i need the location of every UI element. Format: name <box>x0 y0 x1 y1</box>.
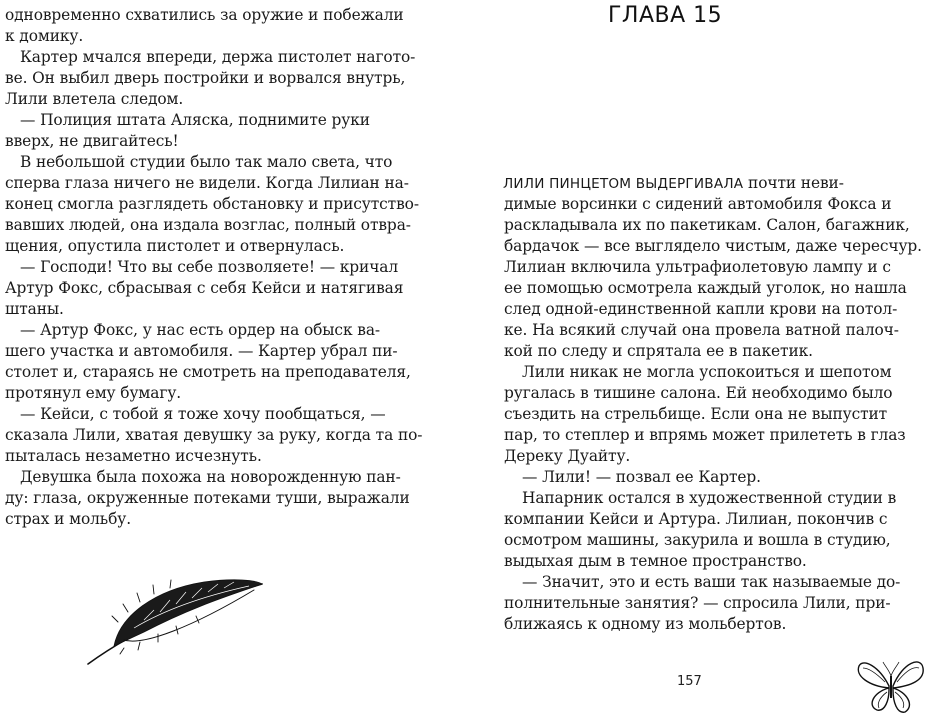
left-text-line: шего участка и автомобиля. — Картер убрал пи- <box>5 342 398 360</box>
page-number: 157 <box>677 674 702 689</box>
left-text-line: столет и, стараясь не смотреть на преподавателя, <box>5 363 411 381</box>
left-text-line: ду: глаза, окруженные потеками туши, выражали <box>5 489 410 507</box>
left-text-line: — Полиция штата Аляска, поднимите руки <box>20 111 370 129</box>
left-text-line: Артур Фокс, сбрасывая с себя Кейси и натягивая <box>5 279 404 297</box>
right-text-line: раскладывала их по пакетикам. Салон, багажник, <box>504 216 910 234</box>
left-text-line: — Кейси, с тобой я тоже хочу пообщаться, — <box>20 405 386 423</box>
right-text-line: компании Кейси и Артура. Лилиан, покончив с <box>504 510 888 528</box>
right-text-line: ближаясь к одному из мольбертов. <box>504 615 787 633</box>
right-text-line: съездить на стрельбище. Если она не выпустит <box>504 405 888 423</box>
right-page <box>464 0 929 718</box>
left-text-line: — Артур Фокс, у нас есть ордер на обыск ва- <box>20 321 381 339</box>
left-text-line: вверх, не двигайтесь! <box>5 132 179 150</box>
chapter-lead-caps: ЛИЛИ ПИНЦЕТОМ ВЫДЕРГИВАЛА <box>503 176 744 192</box>
left-text-line: ве. Он выбил дверь постройки и ворвался внутрь, <box>5 69 406 87</box>
left-text-line: — Господи! Что вы себе позволяете! — кричал <box>20 258 399 276</box>
left-text-line: протянул ему бумагу. <box>5 384 182 402</box>
right-text-line: — Лили! — позвал ее Картер. <box>522 468 761 486</box>
right-text-line: Дереку Дуайту. <box>504 447 631 465</box>
right-text-line: след одной-единственной капли крови на потол- <box>504 300 898 318</box>
left-text-line: Картер мчался впереди, держа пистолет нагото- <box>20 48 416 66</box>
left-text-line: сказала Лили, хватая девушку за руку, когда та по- <box>5 426 423 444</box>
left-text-line: В небольшой студии было так мало света, что <box>20 153 393 171</box>
chapter-first-line <box>503 173 844 195</box>
chapter-title: ГЛАВА 15 <box>608 3 723 28</box>
butterfly-illustration <box>855 656 925 716</box>
right-text-line: ее помощью осмотрела каждый уголок, но нашла <box>504 279 907 297</box>
chapter-first-line-rest: почти неви- <box>743 174 844 192</box>
right-text-line: осмотром машины, закурила и вошла в студию, <box>504 531 891 549</box>
feather-illustration <box>84 576 266 668</box>
right-text-line: димые ворсинки с сидений автомобиля Фокса и <box>504 195 892 213</box>
left-text-line: пыталась незаметно исчезнуть. <box>5 447 262 465</box>
left-text-line: к домику. <box>5 27 84 45</box>
right-text-line: полнительные занятия? — спросила Лили, при- <box>504 594 891 612</box>
left-text-line: одновременно схватились за оружие и побежали <box>5 6 404 24</box>
right-text-line: пар, то степлер и впрямь может прилететь в глаз <box>504 426 906 444</box>
left-text-line: сперва глаза ничего не видели. Когда Лилиан на- <box>5 174 409 192</box>
right-text-line: Лили никак не могла успокоиться и шепотом <box>522 363 892 381</box>
right-text-line: кой по следу и спрятала ее в пакетик. <box>504 342 813 360</box>
right-text-line: Лилиан включила ультрафиолетовую лампу и с <box>504 258 891 276</box>
left-text-line: конец смогла разглядеть обстановку и присутство- <box>5 195 419 213</box>
left-text-line: Девушка была похожа на новорожденную пан- <box>20 468 401 486</box>
right-text-line: бардачок — все выглядело чистым, даже чересчур. <box>504 237 922 255</box>
right-text-line: — Значит, это и есть ваши так называемые до- <box>522 573 901 591</box>
right-text-line: ругалась в тишине салона. Ей необходимо было <box>504 384 893 402</box>
left-text-line: щения, опустила пистолет и отвернулась. <box>5 237 345 255</box>
left-text-line: Лили влетела следом. <box>5 90 184 108</box>
left-text-line: вавших людей, она издала возглас, полный отвра- <box>5 216 411 234</box>
right-text-line: Напарник остался в художественной студии в <box>522 489 897 507</box>
left-text-line: штаны. <box>5 300 64 318</box>
right-text-line: ке. На всякий случай она провела ватной палоч- <box>504 321 899 339</box>
left-text-line: страх и мольбу. <box>5 510 131 528</box>
right-text-line: выдыхая дым в темное пространство. <box>504 552 807 570</box>
